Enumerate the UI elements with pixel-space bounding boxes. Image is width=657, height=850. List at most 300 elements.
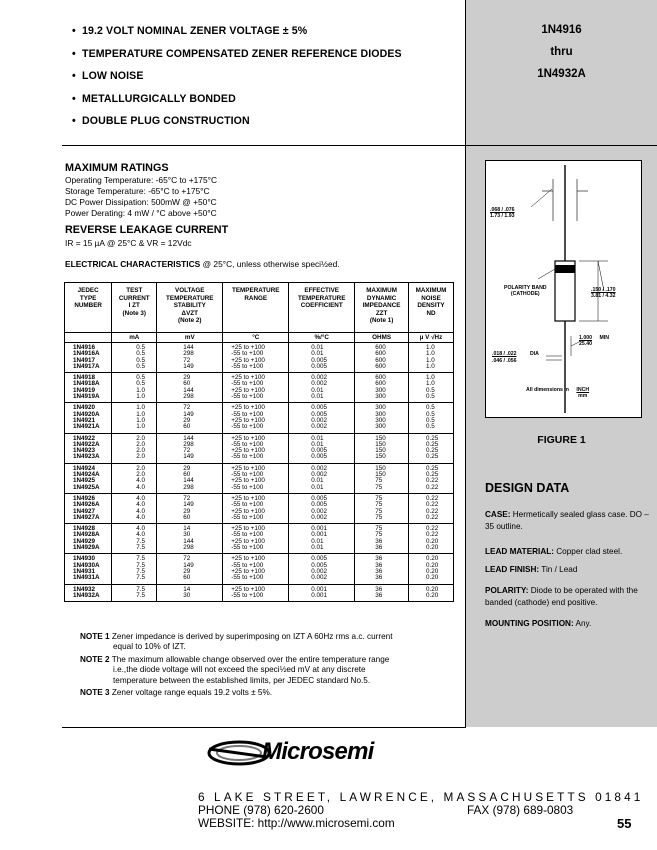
table-cell-value: 4.0 bbox=[136, 483, 146, 491]
table-cell-value: 0.22 bbox=[425, 507, 439, 515]
table-cell-value: 72 bbox=[183, 447, 191, 455]
table-cell-value: +25 to +100 bbox=[231, 416, 265, 424]
table-cell-value: 7.5 bbox=[136, 561, 146, 569]
table-cell bbox=[157, 403, 223, 433]
table-header-line: STABILITY bbox=[173, 302, 206, 310]
table-cell-value: +25 to +100 bbox=[231, 404, 265, 412]
table-unit-cell: °C bbox=[223, 333, 289, 343]
table-cell-value: 1N4931A bbox=[73, 574, 100, 582]
note-text: Zener voltage range equals 19.2 volts ± 5%. bbox=[111, 688, 273, 698]
table-cell-value: 300 bbox=[375, 386, 386, 394]
table-cell-value: +25 to +100 bbox=[231, 477, 265, 485]
table-cell-value: -55 to +100 bbox=[231, 531, 264, 539]
table-cell-value: 0.5 bbox=[425, 416, 435, 424]
table-cell bbox=[289, 403, 355, 433]
table-cell-value: 36 bbox=[375, 561, 383, 569]
table-cell-value: 1N4931 bbox=[73, 567, 96, 575]
table-cell bbox=[223, 343, 289, 373]
table-cell-value: +25 to +100 bbox=[231, 494, 265, 502]
table-cell-value: 0.002 bbox=[311, 380, 327, 388]
table-unit-cell: %/°C bbox=[289, 333, 355, 343]
table-cell-value: 0.5 bbox=[425, 404, 435, 412]
table-cell bbox=[112, 463, 157, 493]
table-cell-value: 0.01 bbox=[311, 350, 324, 358]
table-cell-value: 0.001 bbox=[311, 531, 327, 539]
table-cell-value: 0.5 bbox=[136, 380, 146, 388]
table-cell-value: 4.0 bbox=[136, 501, 146, 509]
part-number-to: 1N4932A bbox=[537, 68, 586, 80]
figure-dim-dia: .018 / .022 bbox=[492, 351, 517, 357]
note-label: NOTE 3 bbox=[80, 688, 110, 698]
table-cell-value: 0.5 bbox=[136, 374, 146, 382]
table-cell bbox=[289, 343, 355, 373]
table-header-line: EFFECTIVE bbox=[304, 287, 340, 294]
table-cell-value: 1N4921 bbox=[73, 416, 96, 424]
table-cell bbox=[65, 554, 112, 584]
table-cell bbox=[289, 433, 355, 463]
design-data-mounting: MOUNTING POSITION: Any. bbox=[485, 619, 592, 628]
table-cell bbox=[223, 554, 289, 584]
table-cell-value: 0.20 bbox=[425, 574, 439, 582]
company-phone: PHONE (978) 620-2600 bbox=[198, 803, 324, 817]
table-cell-value: 1.0 bbox=[136, 404, 146, 412]
table-cell-value: 72 bbox=[183, 494, 191, 502]
table-cell bbox=[408, 524, 453, 554]
table-cell-value: 1N4930 bbox=[73, 555, 96, 563]
table-cell bbox=[408, 463, 453, 493]
table-row-group bbox=[65, 524, 454, 554]
max-rating-line: DC Power Dissipation: 500mW @ +50°C bbox=[65, 197, 217, 207]
table-header-line: TEST bbox=[126, 287, 143, 294]
feature-item: • TEMPERATURE COMPENSATED ZENER REFERENCE DIODES bbox=[72, 47, 402, 60]
table-row-group bbox=[65, 463, 454, 493]
table-cell-value: 0.25 bbox=[425, 471, 439, 479]
table-cell-value: 300 bbox=[375, 416, 386, 424]
table-cell bbox=[65, 463, 112, 493]
table-cell-value: -55 to +100 bbox=[231, 574, 264, 582]
table-header-line: (Note 3) bbox=[122, 309, 146, 317]
table-cell-value: +25 to +100 bbox=[231, 507, 265, 515]
figure-all-dims: All dimensions in bbox=[526, 387, 569, 393]
divider-vertical bbox=[465, 0, 466, 727]
table-cell bbox=[157, 463, 223, 493]
table-cell-value: 1N4919A bbox=[73, 393, 100, 401]
table-cell-value: 1.0 bbox=[425, 350, 435, 358]
table-cell-value: -55 to +100 bbox=[231, 362, 264, 370]
table-cell bbox=[223, 463, 289, 493]
table-cell-value: 1N4927 bbox=[73, 507, 96, 515]
table-cell-value: 72 bbox=[183, 555, 191, 563]
page-number: 55 bbox=[617, 816, 632, 831]
table-cell bbox=[355, 343, 409, 373]
table-header-line: ΔVZT bbox=[181, 309, 198, 317]
figure-inch: INCH bbox=[576, 387, 590, 393]
table-cell-value: 298 bbox=[183, 393, 194, 401]
figure-dim-lead: .068 / .076 bbox=[490, 207, 515, 213]
table-cell bbox=[408, 433, 453, 463]
table-row-group bbox=[65, 373, 454, 403]
table-row-group bbox=[65, 584, 454, 602]
table-cell bbox=[289, 554, 355, 584]
table-cell bbox=[355, 433, 409, 463]
company-website: WEBSITE: http://www.microsemi.com bbox=[198, 816, 395, 830]
table-cell-value: 4.0 bbox=[136, 477, 146, 485]
table-cell-value: +25 to +100 bbox=[231, 374, 265, 382]
figure-polarity-band: POLARITY BAND bbox=[504, 285, 547, 291]
note-label: NOTE 2 bbox=[80, 654, 110, 664]
table-cell-value: 0.005 bbox=[311, 404, 327, 412]
table-cell-value: 7.5 bbox=[136, 544, 146, 552]
table-header-line: DENSITY bbox=[417, 302, 445, 310]
note-text: Zener impedance is derived by superimposing on IZT A 60Hz rms a.c. current bbox=[111, 632, 393, 641]
table-cell-value: 0.005 bbox=[311, 494, 327, 502]
table-row-group bbox=[65, 403, 454, 433]
table-cell-value: 600 bbox=[375, 362, 386, 370]
table-cell-value: 72 bbox=[183, 404, 191, 412]
table-cell-value: 144 bbox=[183, 386, 194, 394]
table-cell-value: 0.20 bbox=[425, 555, 439, 563]
figure-dim-min: 1.000 bbox=[579, 335, 592, 341]
table-cell-value: 0.002 bbox=[311, 471, 327, 479]
table-cell-value: +25 to +100 bbox=[231, 464, 265, 472]
table-cell bbox=[157, 493, 223, 523]
design-data-case: CASE: Hermetically sealed glass case. DO – 35 outline. bbox=[485, 510, 649, 531]
table-cell-value: 1N4919 bbox=[73, 386, 96, 394]
table-header-cell bbox=[289, 283, 355, 333]
table-cell bbox=[355, 584, 409, 602]
table-header-line: IMPEDANCE bbox=[362, 302, 401, 310]
table-cell-value: 600 bbox=[375, 344, 386, 351]
table-cell-value: 0.002 bbox=[311, 416, 327, 424]
table-cell-value: +25 to +100 bbox=[231, 386, 265, 394]
table-cell bbox=[408, 584, 453, 602]
table-row-group bbox=[65, 433, 454, 463]
table-cell-value: 0.22 bbox=[425, 501, 439, 509]
part-number-thru: thru bbox=[550, 46, 573, 58]
figure-min: MIN bbox=[599, 335, 609, 341]
table-cell-value: -55 to +100 bbox=[231, 423, 264, 431]
table-cell bbox=[355, 373, 409, 403]
table-cell-value: -55 to +100 bbox=[231, 410, 264, 418]
table-header-line: MAXIMUM bbox=[366, 287, 397, 294]
table-cell-value: 1N4916 bbox=[73, 344, 96, 351]
table-cell-value: 150 bbox=[375, 464, 386, 472]
table-cell-value: 0.5 bbox=[136, 350, 146, 358]
table-cell-value: 0.20 bbox=[425, 591, 439, 599]
table-cell-value: 2.0 bbox=[136, 464, 146, 472]
table-cell-value: 1N4918A bbox=[73, 380, 100, 388]
company-address: 6 LAKE STREET, LAWRENCE, MASSACHUSETTS 01841 bbox=[198, 790, 644, 804]
table-cell-value: 0.005 bbox=[311, 447, 327, 455]
table-cell-value: 0.01 bbox=[311, 440, 324, 448]
table-cell-value: 0.20 bbox=[425, 537, 439, 545]
table-cell-value: 1.0 bbox=[136, 393, 146, 401]
table-cell-value: +25 to +100 bbox=[231, 585, 265, 593]
table-cell bbox=[112, 554, 157, 584]
reverse-leakage-title: REVERSE LEAKAGE CURRENT bbox=[65, 224, 229, 236]
table-cell-value: 2.0 bbox=[136, 447, 146, 455]
table-header-line: TEMPERATURE bbox=[232, 287, 280, 294]
table-cell-value: +25 to +100 bbox=[231, 525, 265, 533]
table-cell-value: 1N4923 bbox=[73, 447, 96, 455]
table-cell bbox=[65, 493, 112, 523]
table-cell bbox=[223, 493, 289, 523]
table-cell-value: 1N4923A bbox=[73, 453, 100, 461]
table-cell-value: +25 to +100 bbox=[231, 344, 265, 351]
table-cell-value: 0.001 bbox=[311, 585, 327, 593]
table-cell-value: 1N4932A bbox=[73, 591, 100, 599]
table-cell-value: 4.0 bbox=[136, 531, 146, 539]
table-cell bbox=[157, 554, 223, 584]
table-unit-cell bbox=[65, 333, 112, 343]
table-cell-value: -55 to +100 bbox=[231, 483, 264, 491]
table-cell bbox=[223, 524, 289, 554]
table-cell-value: 2.0 bbox=[136, 471, 146, 479]
table-cell-value: 0.20 bbox=[425, 544, 439, 552]
table-cell bbox=[65, 403, 112, 433]
table-cell-value: 298 bbox=[183, 544, 194, 552]
table-cell-value: 14 bbox=[183, 585, 191, 593]
table-cell-value: 1N4918 bbox=[73, 374, 96, 382]
table-cell-value: 0.01 bbox=[311, 483, 324, 491]
table-header-line: COEFFICIENT bbox=[300, 302, 343, 310]
table-cell-value: 29 bbox=[183, 464, 191, 472]
table-cell bbox=[223, 373, 289, 403]
table-cell-value: 0.5 bbox=[425, 393, 435, 401]
table-cell-value: 75 bbox=[375, 494, 383, 502]
design-data-polarity: POLARITY: Diode to be operated with the banded (cathode) end positive. bbox=[485, 586, 638, 607]
table-cell bbox=[355, 524, 409, 554]
table-cell bbox=[223, 584, 289, 602]
table-cell-value: 0.002 bbox=[311, 423, 327, 431]
table-cell-value: 1.0 bbox=[425, 356, 435, 364]
part-number-from: 1N4916 bbox=[541, 24, 582, 36]
table-cell-value: -55 to +100 bbox=[231, 501, 264, 509]
table-header-cell bbox=[408, 283, 453, 333]
table-cell-value: 60 bbox=[183, 513, 191, 521]
figure-dim-min-mm: 25.40 bbox=[579, 341, 592, 347]
table-cell-value: 0.22 bbox=[425, 531, 439, 539]
table-row-group bbox=[65, 343, 454, 373]
table-cell bbox=[112, 343, 157, 373]
figure-dim-body: .150 / .170 bbox=[591, 287, 616, 293]
table-cell-value: 144 bbox=[183, 434, 194, 442]
table-cell-value: 0.22 bbox=[425, 477, 439, 485]
design-data-title: DESIGN DATA bbox=[485, 481, 570, 495]
table-cell bbox=[157, 584, 223, 602]
table-cell-value: 36 bbox=[375, 555, 383, 563]
table-cell bbox=[157, 524, 223, 554]
table-cell-value: 1N4928 bbox=[73, 525, 96, 533]
table-header-line: TYPE bbox=[79, 294, 97, 302]
table-cell-value: 14 bbox=[183, 525, 191, 533]
table-cell-value: 150 bbox=[375, 434, 386, 442]
table-cell bbox=[112, 524, 157, 554]
table-cell-value: 150 bbox=[375, 440, 386, 448]
table-cell-value: 1N4930A bbox=[73, 561, 100, 569]
table-cell-value: 29 bbox=[183, 416, 191, 424]
table-cell-value: 1.0 bbox=[425, 374, 435, 382]
table-cell-value: 1.0 bbox=[136, 423, 146, 431]
table-cell-value: 7.5 bbox=[136, 567, 146, 575]
table-cell bbox=[65, 524, 112, 554]
table-cell-value: 30 bbox=[183, 531, 191, 539]
table-cell-value: 1N4917A bbox=[73, 362, 100, 370]
note-line bbox=[80, 632, 460, 642]
table-cell-value: 150 bbox=[375, 453, 386, 461]
figure-label: FIGURE 1 bbox=[537, 434, 586, 446]
divider-bottom bbox=[62, 727, 466, 728]
table-cell bbox=[65, 343, 112, 373]
note-text: The maximum allowable change observed over the entire temperature range bbox=[111, 654, 390, 664]
table-cell-value: 0.005 bbox=[311, 356, 327, 364]
table-cell-value: 0.5 bbox=[425, 386, 435, 394]
table-cell-value: 0.25 bbox=[425, 464, 439, 472]
table-cell-value: 298 bbox=[183, 483, 194, 491]
table-cell-value: 0.005 bbox=[311, 561, 327, 569]
table-cell bbox=[355, 463, 409, 493]
design-data-lead-material: LEAD MATERIAL: Copper clad steel. bbox=[485, 547, 623, 556]
table-cell-value: 600 bbox=[375, 350, 386, 358]
table-cell-value: 0.5 bbox=[136, 344, 146, 351]
table-cell-value: 0.20 bbox=[425, 561, 439, 569]
table-header-line: JEDEC bbox=[77, 287, 99, 294]
table-cell-value: 0.25 bbox=[425, 447, 439, 455]
table-cell-value: 1N4928A bbox=[73, 531, 100, 539]
table-cell-value: 1N4920A bbox=[73, 410, 100, 418]
note-line: temperature between the established limits, per JEDEC standard No.5. bbox=[113, 675, 371, 685]
table-cell bbox=[355, 554, 409, 584]
table-cell-value: 1N4932 bbox=[73, 585, 96, 593]
table-unit-cell: OHMS bbox=[355, 333, 409, 343]
table-row-group bbox=[65, 493, 454, 523]
table-header-line: I ZT bbox=[128, 302, 140, 310]
table-cell-value: 0.002 bbox=[311, 507, 327, 515]
table-cell-value: 7.5 bbox=[136, 585, 146, 593]
table-cell-value: 75 bbox=[375, 501, 383, 509]
table-cell bbox=[112, 433, 157, 463]
table-cell bbox=[289, 493, 355, 523]
table-cell-value: 0.22 bbox=[425, 483, 439, 491]
table-cell bbox=[157, 343, 223, 373]
table-header-cell bbox=[223, 283, 289, 333]
table-cell-value: 0.20 bbox=[425, 567, 439, 575]
table-cell-value: 600 bbox=[375, 374, 386, 382]
table-cell-value: +25 to +100 bbox=[231, 537, 265, 545]
note-line bbox=[80, 655, 460, 665]
table-cell-value: 60 bbox=[183, 423, 191, 431]
design-data-lead-finish: LEAD FINISH: Tin / Lead bbox=[485, 565, 578, 574]
table-cell-value: 7.5 bbox=[136, 591, 146, 599]
table-cell-value: 0.22 bbox=[425, 513, 439, 521]
max-rating-line: Storage Temperature: -65°C to +175°C bbox=[65, 186, 210, 196]
table-cell-value: 0.001 bbox=[311, 525, 327, 533]
table-cell bbox=[112, 403, 157, 433]
table-cell-value: 0.5 bbox=[425, 410, 435, 418]
table-cell-value: 0.01 bbox=[311, 393, 324, 401]
table-cell-value: 0.25 bbox=[425, 453, 439, 461]
table-cell-value: 60 bbox=[183, 471, 191, 479]
table-header-line: ZZT bbox=[375, 309, 388, 317]
table-cell-value: 36 bbox=[375, 591, 383, 599]
notes bbox=[80, 632, 460, 700]
table-cell bbox=[157, 433, 223, 463]
table-cell-value: 75 bbox=[375, 525, 383, 533]
table-cell-value: 149 bbox=[183, 501, 194, 509]
table-cell-value: 150 bbox=[375, 447, 386, 455]
table-cell bbox=[289, 463, 355, 493]
table-header-cell bbox=[65, 283, 112, 333]
note-item bbox=[80, 655, 460, 686]
table-cell-value: -55 to +100 bbox=[231, 453, 264, 461]
note-line: equal to 10% of IZT. bbox=[113, 642, 186, 652]
table-cell-value: 1.0 bbox=[136, 416, 146, 424]
table-cell-value: -55 to +100 bbox=[231, 513, 264, 521]
table-cell-value: 150 bbox=[375, 471, 386, 479]
table-cell-value: 2.0 bbox=[136, 453, 146, 461]
table-cell-value: +25 to +100 bbox=[231, 555, 265, 563]
table-cell-value: 0.25 bbox=[425, 440, 439, 448]
table-header-line: TEMPERATURE bbox=[166, 294, 214, 302]
table-cell-value: 1N4926A bbox=[73, 501, 100, 509]
table-cell-value: 149 bbox=[183, 362, 194, 370]
note-item bbox=[80, 688, 460, 698]
table-cell-value: 0.005 bbox=[311, 501, 327, 509]
table-row-group bbox=[65, 554, 454, 584]
table-cell-value: 0.22 bbox=[425, 494, 439, 502]
table-cell-value: 7.5 bbox=[136, 574, 146, 582]
table-cell-value: 1N4927A bbox=[73, 513, 100, 521]
table-cell-value: 1N4916A bbox=[73, 350, 100, 358]
feature-item: • LOW NOISE bbox=[72, 70, 144, 82]
max-ratings-title: MAXIMUM RATINGS bbox=[65, 162, 169, 174]
table-cell-value: 1N4924 bbox=[73, 464, 96, 472]
table-cell-value: -55 to +100 bbox=[231, 561, 264, 569]
feature-item: • 19.2 VOLT NOMINAL ZENER VOLTAGE ± 5% bbox=[72, 25, 308, 37]
table-cell-value: 0.001 bbox=[311, 591, 327, 599]
table-cell-value: 4.0 bbox=[136, 494, 146, 502]
table-cell-value: 144 bbox=[183, 344, 194, 351]
table-cell bbox=[65, 433, 112, 463]
table-header-line: VOLTAGE bbox=[175, 287, 205, 294]
table-cell-value: 149 bbox=[183, 410, 194, 418]
table-cell bbox=[408, 493, 453, 523]
feature-list bbox=[72, 25, 402, 138]
table-header-line: NUMBER bbox=[74, 302, 102, 310]
table-cell-value: 60 bbox=[183, 574, 191, 582]
max-rating-line: Power Derating: 4 mW / °C above +50°C bbox=[65, 208, 217, 218]
table-cell-value: 1.0 bbox=[425, 362, 435, 370]
elec-char-title: ELECTRICAL CHARACTERISTICS bbox=[65, 259, 201, 269]
table-cell-value: 29 bbox=[183, 567, 191, 575]
table-cell-value: 300 bbox=[375, 404, 386, 412]
table-cell bbox=[408, 554, 453, 584]
figure-1-box bbox=[485, 160, 642, 418]
table-cell-value: 7.5 bbox=[136, 537, 146, 545]
table-cell-value: 1N4922A bbox=[73, 440, 100, 448]
max-rating-line: Operating Temperature: -65°C to +175°C bbox=[65, 175, 218, 185]
table-cell-value: 144 bbox=[183, 537, 194, 545]
table-cell bbox=[112, 373, 157, 403]
table-cell-value: -55 to +100 bbox=[231, 440, 264, 448]
note-label: NOTE 1 bbox=[80, 632, 110, 641]
table-cell bbox=[408, 343, 453, 373]
table-cell bbox=[355, 403, 409, 433]
table-cell-value: 1N4926 bbox=[73, 494, 96, 502]
table-cell-value: 0.5 bbox=[136, 362, 146, 370]
table-cell-value: 1N4920 bbox=[73, 404, 96, 412]
table-cell-value: 0.01 bbox=[311, 544, 324, 552]
